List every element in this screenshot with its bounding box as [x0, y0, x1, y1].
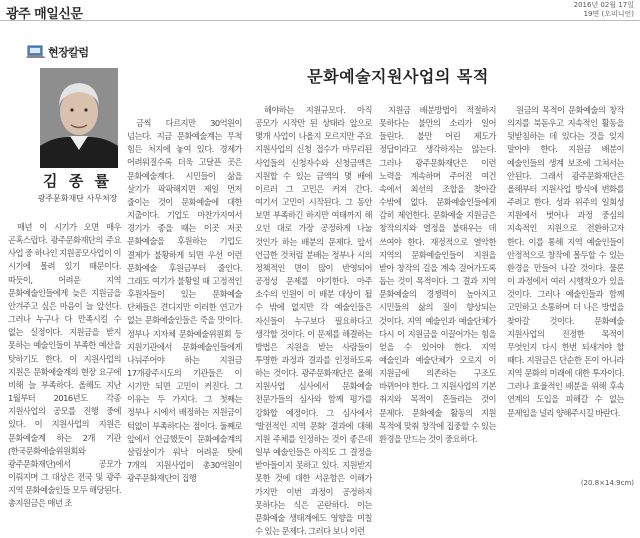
page-info: 19면 (오피니언)	[583, 10, 634, 18]
size-note: (20.8×14.9cm)	[580, 479, 634, 487]
publish-date: 2016년 02월 17일	[573, 1, 634, 9]
dateline	[574, 1, 634, 19]
masthead-rule	[0, 20, 640, 21]
headline: 문화예술지원사업의 목적	[307, 67, 489, 86]
body-text: 금씩 다르지만 30억원이 넘는다. 지금 문화예술계는 무척 힘든 처지에 놓여 있다. 경제가 어려워질수록 더욱 고달픈 곳은 문화예술계다. 시민들이 삶을 살기가 팍팍해지면 제일 먼저 줄이는 것이 문화예술에 대한 지출이다. 기업도 마찬가지여서 경기가 좋을 때는 이곳 저곳 문화예술을 후원하는 기업도 결제가 불황하게 되면 우선 이런 문화예술 후원금부터 줄인다. 그래도 여기가 불황일 때 고정적인 후원자들이 있는 문화예술 단체들은 견디지만 이러한 연고가 없는 문화예술인들은 죽을 맛이다. 정부나 지자체 문화예술위원회 등 지원기관에서 문화예술인들에게 나눠주어야 하는 지원금 17개광주시도의 기관들은 이 시기만 되면 고민이 커진다. 그 이유는 두 가지다. 그 첫째는 정부나 시에서 배정하는 지원금이 턱없이 부족하다는 점이다. 둘째로 앞에서 언급했듯이 문화예술계의 살림살이가 워낙 어려운 탓에 7개의 지원사업이 총30억원이 광주문화재단이 집행	[127, 118, 242, 484]
body-column-5	[507, 104, 624, 482]
masthead	[0, 0, 640, 22]
body-text: 지원금 배분방법이 적절하지 못하다는 불만의 소리가 일어 들린다. 불만 어린 제도가 정답이라고 생각하지는 않는다. 그러나 광주문화재단은 이런 노력을 계속하며 주어진 여건 속에서 최선의 조합을 찾아갈 수밖에 없다. 문화예술인들에게 감히 제언한다. 문화예술 지원금은 창작의지와 열정을 불태우는 데 쓰여야 한다. 재정적으로 열악한 지역의 문화예술인들이 지원을 받아 창작의 길을 계속 걸어가도록 돕는 것이 목적이다. 그 결과 지역 문화예술의 경쟁력이 높아지고 시민들의 삶의 질이 향상되는 것이다. 지역 예술인과 예술단체가 다시 이 지원금을 이끌어가는 힘을 얻을 수 있어야 한다. 지역 예술인과 예술단체가 오로지 이 지원금에 의존하는 구조도 바뀌어야 한다. 그 지원사업의 기본 취지와 목적이 흔들리는 것이 문제다. 문화예술 활동의 지원 목적에 맞춰 창작에 집중할 수 있는 환경을 만드는 것이 중요하다.	[379, 105, 496, 444]
body-column-3	[255, 104, 372, 536]
body-column-4	[379, 104, 496, 482]
column-label: 현장칼럼	[48, 46, 89, 59]
author-photo	[40, 68, 118, 168]
body-text: 매년 이 시기가 오면 매우 곤혹스럽다. 광주문화재단의 주요 사업 중 하나인 지원공모사업이 이 시기에 몰려 있기 때문이다. 따듯이, 어려운 지역 문화예술인들에게 늦은 지원금을 안겨주고 싶은 마음이 늘 앞선다. 그러나 누구나 다 만족시킬 수 없는 실정이다. 지원금을 받지 못하는 예술인들이 부족한 예산을 탓하기도 한다. 이 지원사업의 지원은 문화예술계의 현장 요구에 비해 늘 부족하다. 올해도 지난 1월부터 2016년도 각종 지원사업의 공모를 진행 중에 있다. 이 지원사업의 지원은 문화예술계 하는 2개 기관 (한국문화예술위원회와 광주문화재단)에서 공모가 이뤄지며 그 대상은 전국 및 광주 지역 문화예술인들 모두 해당된다. 총지원금은 매년 조	[8, 222, 121, 509]
body-column-2	[127, 117, 242, 483]
paper-name: 광주 매일신문	[6, 7, 83, 22]
author-name: 김 종 률	[43, 172, 112, 190]
body-text: 해야하는 지원규모다. 아직 공모가 시작만 된 상태라 앞으로 몇개 사업이 나올지 모르지만 주요 지원사업의 신청 접수가 마무리된 사업들의 신청자수와 신청금액은 지원할 수 있는 금액의 몇 배에 이르러 그 고민은 커져 간다. 여기서 고민이 시작된다. 그 동안 보면 부족하긴 하지만 여태까지 해 오던 대로 가장 공정하게 나눌 것인가 하는 배분의 문제다. 앞서 언급한 것처럼 분배는 정부나 시의 정책적인 면이 많이 반영되어 공정성 문제를 야기한다. 아주 소수의 인원이 이 배분 대상이 될 수 밖에 없지만 각 예술인들은 자신들이 누구보다 필요하다고 생각할 것이다. 이 문제를 해결하는 방법은 지원을 받는 사람들이 투명한 과정과 결과를 인정하도록 하는 것이다. 광주문화재단은 올해 지원사업 심사에서 문화예술 전문가들의 심사와 함께 평가를 강화할 예정이다. 그 심사에서 '발전적인 지역 문화' 결과에 대해 지원 주체를 인정하는 것이 좋은데 일부 예술인들은 아직도 그 결정을 받아들이지 못하고 있다. 지원받지 못한 것에 대한 서운함은 이해가 가지만 이번 과정이 공정하지 못하다는 식은 곤란하다. 이는 문화예술 생태계에도 영향을 미칠 수 있는 문제다. 그러다 보니 이런	[255, 105, 372, 536]
body-text: 원금의 목적이 문화예술의 창작 의지를 북돋우고 지속적인 활동을 뒷받침하는 데 있다는 것을 잊지 말아야 한다. 지원금 배분이 예술인들의 생계 보조에 그쳐서는 안된다. 그래서 광주문화재단은 올해부터 지원사업 방식에 변화를 주려고 한다. 성과 위주의 일회성 지원에서 벗어나 과정 중심의 지속적인 지원으로 전환하고자 한다. 이를 통해 지역 예술인들이 안정적으로 창작에 몰두할 수 있는 환경을 만들어 나갈 것이다. 물론 이 과정에서 여러 시행착오가 있을 것이다. 그러나 예술인들과 함께 고민하고 소통하며 더 나은 방법을 찾아갈 것이다. 문화예술 지원사업의 진정한 목적이 무엇인지 다시 한번 되새겨야 할 때다. 지원금은 단순한 돈이 아니라 지역 문화의 미래에 대한 투자이다. 그러나 효율적인 배분을 위해 후속 연계의 도입을 피해갈 수 없는 문제임을 널리 양해주시길 바란다.	[507, 105, 624, 418]
author-affiliation: 광주문화재단 사무처장	[37, 194, 118, 203]
body-column-1	[8, 221, 121, 509]
